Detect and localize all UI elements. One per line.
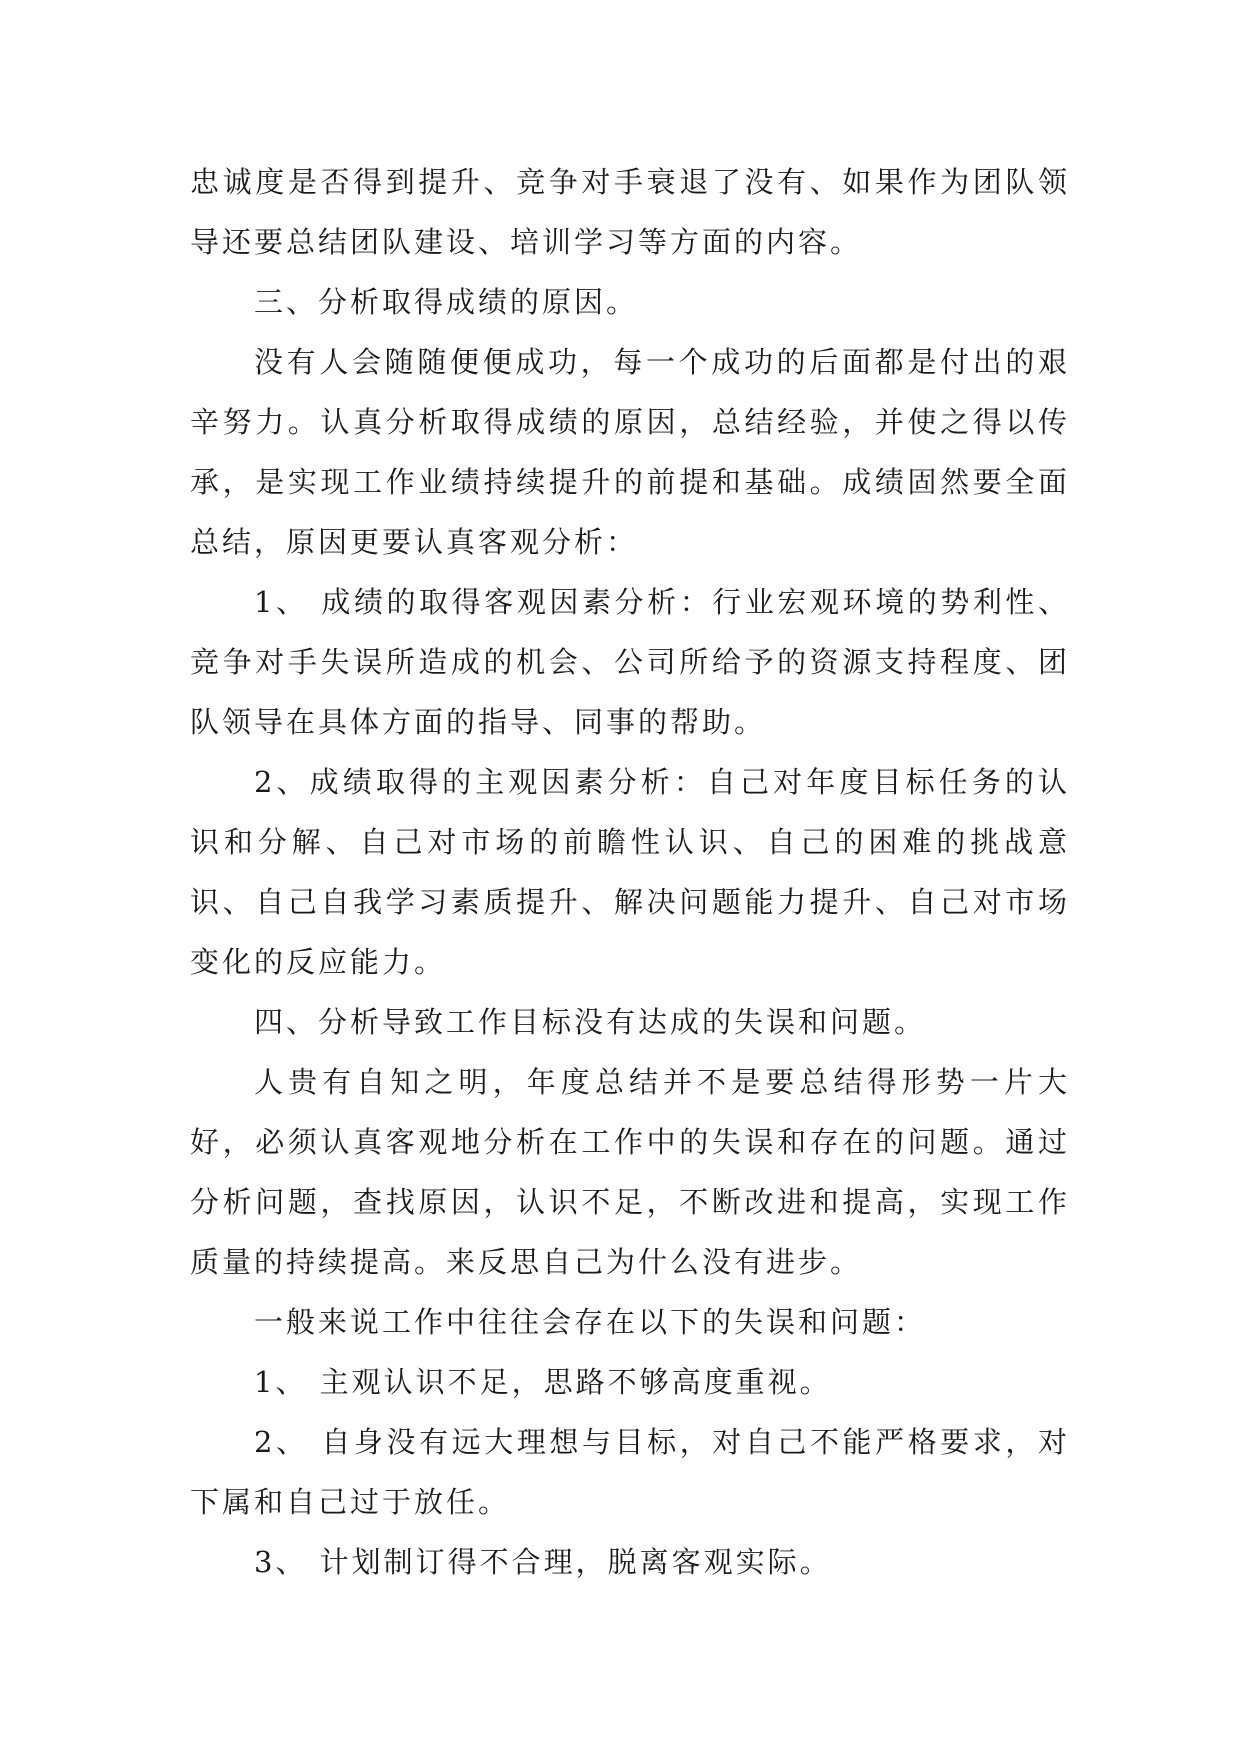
list-item: 1、 主观认识不足，思路不够高度重视。 [254, 1365, 832, 1399]
paragraph: 没有人会随随便便成功，每一个成功的后面都是付出的艰辛努力。认真分析取得成绩的原因，总结经验，并使之得以传承，是实现工作业绩持续提升的前提和基础。成绩固然要全面总结，原因更要认真客观分析： [190, 345, 1070, 559]
section-heading-4: 四、分析导致工作目标没有达成的失误和问题。 [254, 1005, 927, 1039]
list-item: 2、 自身没有远大理想与目标，对自己不能严格要求，对下属和自己过于放任。 [190, 1425, 1070, 1519]
list-item: 2、成绩取得的主观因素分析：自己对年度目标任务的认识和分解、自己对市场的前瞻性认识、自己的困难的挑战意识、自己自我学习素质提升、解决问题能力提升、自己对市场变化的反应能力。 [190, 765, 1070, 979]
paragraph: 一般来说工作中往往会存在以下的失误和问题： [254, 1305, 927, 1339]
list-item: 1、 成绩的取得客观因素分析：行业宏观环境的势利性、竞争对手失误所造成的机会、公司所给予的资源支持程度、团队领导在具体方面的指导、同事的帮助。 [190, 585, 1070, 739]
list-item: 3、 计划制订得不合理，脱离客观实际。 [254, 1545, 832, 1579]
paragraph: 人贵有自知之明，年度总结并不是要总结得形势一片大好，必须认真客观地分析在工作中的失误和存在的问题。通过分析问题，查找原因，认识不足，不断改进和提高，实现工作质量的持续提高。来反思自己为什么没有进步。 [190, 1065, 1070, 1279]
document-body [190, 152, 1070, 1592]
paragraph: 忠诚度是否得到提升、竞争对手衰退了没有、如果作为团队领导还要总结团队建设、培训学习等方面的内容。 [190, 165, 1070, 259]
section-heading-3: 三、分析取得成绩的原因。 [254, 285, 639, 319]
